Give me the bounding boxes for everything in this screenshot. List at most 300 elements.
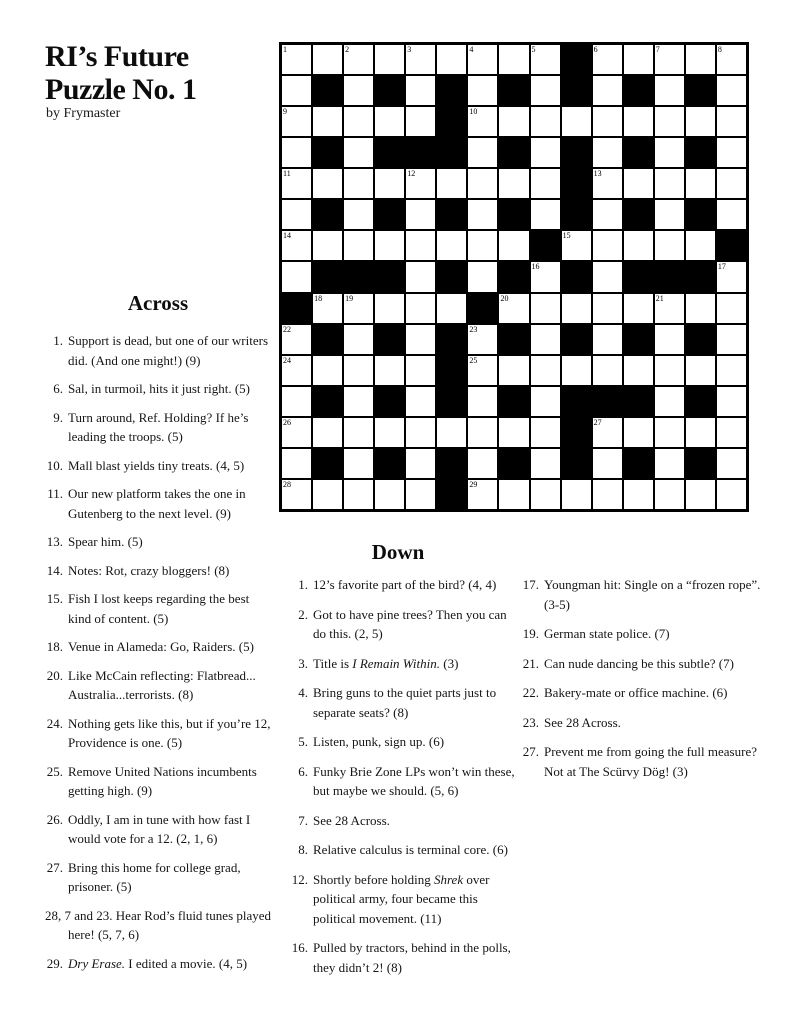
grid-cell-black xyxy=(499,325,528,354)
across-clue xyxy=(42,331,274,370)
grid-cell[interactable] xyxy=(468,76,497,105)
down-clue xyxy=(287,811,517,831)
across-clue xyxy=(42,637,274,657)
grid-cell[interactable] xyxy=(282,480,311,509)
grid-cell-black xyxy=(686,200,715,229)
grid-cell[interactable] xyxy=(406,45,435,74)
down-clue xyxy=(518,683,768,703)
grid-cell[interactable] xyxy=(499,45,528,74)
grid-cell-black xyxy=(313,387,342,416)
grid-cell[interactable] xyxy=(282,262,311,291)
grid-cell[interactable] xyxy=(313,418,342,447)
grid-cell[interactable] xyxy=(406,231,435,260)
grid-cell[interactable] xyxy=(344,169,373,198)
grid-cell[interactable] xyxy=(375,418,404,447)
grid-cell[interactable] xyxy=(593,107,622,136)
grid-cell[interactable] xyxy=(562,356,591,385)
grid-cell[interactable] xyxy=(499,356,528,385)
grid-cell[interactable] xyxy=(437,294,466,323)
clue-number: 5. xyxy=(298,734,308,749)
grid-cell[interactable] xyxy=(437,418,466,447)
across-clue xyxy=(42,484,274,523)
clue-number: 21. xyxy=(522,655,539,671)
grid-cell-black xyxy=(437,325,466,354)
cell-number: 21 xyxy=(655,293,664,303)
grid-cell[interactable] xyxy=(282,387,311,416)
grid-cell[interactable] xyxy=(468,387,497,416)
down-clue xyxy=(518,575,768,614)
clue-number: 6. xyxy=(53,381,63,396)
grid-cell-black xyxy=(437,356,466,385)
grid-cell-black xyxy=(531,231,560,260)
down-clue xyxy=(518,624,768,644)
grid-cell-black xyxy=(375,449,404,478)
down-clue xyxy=(287,732,517,752)
cell-number: 7 xyxy=(655,45,660,54)
grid-cell[interactable] xyxy=(562,294,591,323)
cell-number: 16 xyxy=(531,262,540,272)
clue-text: Youngman hit: Single on a “frozen rope”. (3-5) xyxy=(544,577,761,612)
clue-number: 28, 7 and 23. xyxy=(45,907,116,923)
grid-cell-black xyxy=(437,76,466,105)
grid-cell[interactable] xyxy=(531,449,560,478)
grid-cell[interactable] xyxy=(406,76,435,105)
grid-cell-black xyxy=(686,262,715,291)
grid-cell[interactable] xyxy=(313,169,342,198)
grid-cell[interactable] xyxy=(499,107,528,136)
grid-cell[interactable] xyxy=(468,418,497,447)
down-heading: Down xyxy=(371,540,425,564)
grid-cell[interactable] xyxy=(313,356,342,385)
across-clue xyxy=(42,810,274,849)
grid-cell[interactable] xyxy=(624,480,653,509)
grid-cell[interactable] xyxy=(717,449,746,478)
grid-cell[interactable] xyxy=(624,294,653,323)
clue-number: 2. xyxy=(298,606,308,622)
grid-cell[interactable] xyxy=(468,480,497,509)
grid-cell[interactable] xyxy=(468,356,497,385)
grid-cell[interactable] xyxy=(344,231,373,260)
grid-cell[interactable] xyxy=(655,325,684,354)
grid-cell-black xyxy=(562,418,591,447)
puzzle-title-line1: RI’s Future xyxy=(45,40,189,73)
grid-cell-black xyxy=(499,449,528,478)
grid-cell-black xyxy=(375,325,404,354)
grid-cell[interactable] xyxy=(406,169,435,198)
cell-number: 15 xyxy=(562,231,571,241)
grid-cell[interactable] xyxy=(655,418,684,447)
grid-cell[interactable] xyxy=(468,262,497,291)
grid-cell[interactable] xyxy=(406,107,435,136)
grid-cell[interactable] xyxy=(655,294,684,323)
grid-cell[interactable] xyxy=(717,76,746,105)
clue-number: 6. xyxy=(298,763,308,779)
clue-number: 8. xyxy=(298,842,308,857)
across-clue xyxy=(42,954,274,974)
grid-cell[interactable] xyxy=(344,107,373,136)
grid-cell[interactable] xyxy=(468,45,497,74)
grid-cell[interactable] xyxy=(468,449,497,478)
grid-cell[interactable] xyxy=(344,480,373,509)
grid-cell-black xyxy=(686,325,715,354)
grid-cell[interactable] xyxy=(282,200,311,229)
grid-cell[interactable] xyxy=(344,325,373,354)
clue-number: 22. xyxy=(522,685,539,700)
clue-number: 16. xyxy=(291,940,308,955)
grid-cell[interactable] xyxy=(406,356,435,385)
grid-cell[interactable] xyxy=(593,76,622,105)
cell-number: 3 xyxy=(407,45,412,54)
down-clue xyxy=(287,870,517,929)
grid-cell-black xyxy=(562,387,591,416)
grid-cell[interactable] xyxy=(593,356,622,385)
grid-cell[interactable] xyxy=(593,138,622,167)
grid-cell[interactable] xyxy=(686,294,715,323)
grid-cell[interactable] xyxy=(282,356,311,385)
clue-number: 11. xyxy=(47,486,63,501)
grid-cell-black xyxy=(624,200,653,229)
grid-cell[interactable] xyxy=(531,76,560,105)
grid-cell[interactable] xyxy=(313,294,342,323)
grid-cell[interactable] xyxy=(375,294,404,323)
grid-cell-black xyxy=(437,387,466,416)
grid-cell[interactable] xyxy=(468,169,497,198)
grid-cell[interactable] xyxy=(375,480,404,509)
grid-cell[interactable] xyxy=(282,231,311,260)
clue-text: Sal, in turmoil, hits it just right. (5) xyxy=(68,381,250,396)
grid-cell[interactable] xyxy=(282,449,311,478)
grid-cell-black xyxy=(375,138,404,167)
grid-cell-black xyxy=(313,76,342,105)
grid-cell[interactable] xyxy=(499,169,528,198)
grid-cell[interactable] xyxy=(686,45,715,74)
clue-text: Hear Rod’s fluid tunes played here! (5, 7, 6) xyxy=(68,907,272,942)
grid-cell[interactable] xyxy=(531,480,560,509)
clue-number: 29. xyxy=(46,955,63,971)
grid-cell[interactable] xyxy=(655,480,684,509)
grid-cell[interactable] xyxy=(593,449,622,478)
grid-cell[interactable] xyxy=(655,356,684,385)
grid-cell[interactable] xyxy=(437,231,466,260)
clue-number: 27. xyxy=(522,744,539,759)
grid-cell[interactable] xyxy=(531,169,560,198)
grid-cell[interactable] xyxy=(717,294,746,323)
grid-cell[interactable] xyxy=(655,138,684,167)
grid-cell[interactable] xyxy=(531,418,560,447)
grid-cell-black xyxy=(375,76,404,105)
grid-cell[interactable] xyxy=(531,387,560,416)
clue-text: Relative calculus is terminal core. (6) xyxy=(313,842,508,857)
grid-cell[interactable] xyxy=(313,45,342,74)
cell-number: 27 xyxy=(593,417,602,427)
grid-cell[interactable] xyxy=(531,325,560,354)
grid-cell-black xyxy=(562,169,591,198)
grid-cell[interactable] xyxy=(406,387,435,416)
clue-text: 12’s favorite part of the bird? (4, 4) xyxy=(313,577,497,592)
grid-cell-black xyxy=(593,387,622,416)
grid-cell[interactable] xyxy=(593,200,622,229)
grid-cell[interactable] xyxy=(717,418,746,447)
grid-cell[interactable] xyxy=(406,325,435,354)
puzzle-title-line2: Puzzle No. 1 xyxy=(45,73,197,106)
grid-cell[interactable] xyxy=(468,325,497,354)
grid-cell[interactable] xyxy=(282,138,311,167)
grid-cell-black xyxy=(686,138,715,167)
grid-cell[interactable] xyxy=(437,169,466,198)
grid-cell[interactable] xyxy=(344,138,373,167)
across-clue xyxy=(42,666,274,705)
clue-number: 19. xyxy=(522,626,539,641)
clue-number: 26. xyxy=(46,811,63,827)
cell-number: 24 xyxy=(283,355,291,365)
grid-cell[interactable] xyxy=(344,45,373,74)
across-clue xyxy=(42,589,274,628)
grid-cell[interactable] xyxy=(717,45,746,74)
grid-cell-black xyxy=(499,262,528,291)
grid-cell[interactable] xyxy=(375,45,404,74)
grid-cell[interactable] xyxy=(593,294,622,323)
grid-cell[interactable] xyxy=(282,76,311,105)
clue-text: Like McCain reflecting: Flatbread... Australia...terrorists. (8) xyxy=(68,667,256,702)
across-section xyxy=(42,291,274,982)
grid-cell[interactable] xyxy=(282,418,311,447)
grid-cell[interactable] xyxy=(344,387,373,416)
grid-cell[interactable] xyxy=(531,138,560,167)
grid-cell[interactable] xyxy=(717,480,746,509)
grid-cell-black xyxy=(499,200,528,229)
grid-cell[interactable] xyxy=(344,449,373,478)
clue-number: 23. xyxy=(522,714,539,730)
grid-cell[interactable] xyxy=(717,107,746,136)
clue-number: 1. xyxy=(53,333,63,348)
clue-number: 14. xyxy=(46,562,63,578)
grid-cell[interactable] xyxy=(406,418,435,447)
grid-cell-black xyxy=(499,76,528,105)
grid-cell[interactable] xyxy=(686,356,715,385)
grid-cell[interactable] xyxy=(499,480,528,509)
grid-cell[interactable] xyxy=(593,45,622,74)
grid-cell[interactable] xyxy=(282,45,311,74)
grid-cell[interactable] xyxy=(499,294,528,323)
grid-cell[interactable] xyxy=(717,262,746,291)
grid-cell[interactable] xyxy=(375,169,404,198)
grid-cell[interactable] xyxy=(468,231,497,260)
clue-number: 10. xyxy=(46,457,63,473)
cell-number: 19 xyxy=(345,293,354,303)
down-clue xyxy=(518,654,768,674)
down-clue xyxy=(287,762,517,801)
grid-cell-black xyxy=(562,262,591,291)
grid-cell[interactable] xyxy=(686,169,715,198)
grid-cell[interactable] xyxy=(624,231,653,260)
grid-cell[interactable] xyxy=(531,356,560,385)
grid-cell[interactable] xyxy=(344,356,373,385)
grid-cell[interactable] xyxy=(531,200,560,229)
grid-cell-black xyxy=(717,231,746,260)
clue-text: Mall blast yields tiny treats. (4, 5) xyxy=(68,457,245,473)
grid-cell[interactable] xyxy=(531,262,560,291)
clue-text: Can nude dancing be this subtle? (7) xyxy=(544,655,734,671)
grid-cell-black xyxy=(437,200,466,229)
across-clue xyxy=(42,456,274,476)
across-clue xyxy=(42,714,274,753)
grid-cell-black xyxy=(375,200,404,229)
clue-text: Got to have pine trees? Then you can do this. (2, 5) xyxy=(313,606,507,641)
grid-cell-black xyxy=(624,138,653,167)
clue-text: Our new platform takes the one in Gutenberg to the next level. (9) xyxy=(68,486,246,521)
across-clue xyxy=(42,379,274,399)
down-clue xyxy=(518,713,768,733)
puzzle-title xyxy=(45,40,277,106)
grid-cell[interactable] xyxy=(313,480,342,509)
grid-cell[interactable] xyxy=(499,231,528,260)
grid-cell[interactable] xyxy=(655,200,684,229)
crossword-grid xyxy=(279,42,749,512)
down-clue xyxy=(287,840,517,860)
across-clue xyxy=(42,532,274,552)
grid-cell[interactable] xyxy=(282,325,311,354)
cell-number: 17 xyxy=(717,262,726,272)
clue-number: 9. xyxy=(53,409,63,425)
grid-cell[interactable] xyxy=(531,107,560,136)
grid-cell-black xyxy=(313,449,342,478)
grid-cell-black xyxy=(437,262,466,291)
grid-cell[interactable] xyxy=(655,231,684,260)
clue-text: Bring guns to the quiet parts just to separate seats? (8) xyxy=(313,685,497,720)
grid-cell[interactable] xyxy=(406,480,435,509)
clue-text: See 28 Across. xyxy=(544,714,621,730)
grid-cell-black xyxy=(282,294,311,323)
cell-number: 26 xyxy=(283,417,291,427)
across-clue xyxy=(42,561,274,581)
grid-cell[interactable] xyxy=(406,262,435,291)
grid-cell[interactable] xyxy=(624,169,653,198)
grid-cell[interactable] xyxy=(344,418,373,447)
clue-text: Bakery-mate or office machine. (6) xyxy=(544,685,728,700)
clue-number: 15. xyxy=(46,591,63,606)
grid-cell[interactable] xyxy=(562,480,591,509)
grid-cell[interactable] xyxy=(593,325,622,354)
down-clue-list-col1 xyxy=(287,575,517,987)
grid-cell-black xyxy=(686,76,715,105)
down-clue xyxy=(287,575,517,595)
grid-cell[interactable] xyxy=(593,169,622,198)
grid-cell-black xyxy=(655,262,684,291)
grid-cell[interactable] xyxy=(375,107,404,136)
clue-text: Support is dead, but one of our writers did. (And one might!) (9) xyxy=(68,333,269,368)
grid-cell[interactable] xyxy=(655,76,684,105)
grid-cell-black xyxy=(562,138,591,167)
grid-cell[interactable] xyxy=(655,169,684,198)
grid-cell[interactable] xyxy=(655,449,684,478)
grid-cell-black xyxy=(313,138,342,167)
grid-cell[interactable] xyxy=(593,231,622,260)
cell-number: 18 xyxy=(314,293,323,303)
clue-text: Bring this home for college grad, prisoner. (5) xyxy=(68,859,241,894)
grid-cell[interactable] xyxy=(686,107,715,136)
cell-number: 6 xyxy=(593,45,598,54)
grid-cell[interactable] xyxy=(313,107,342,136)
cell-number: 20 xyxy=(500,293,509,303)
grid-cell[interactable] xyxy=(624,418,653,447)
grid-cell[interactable] xyxy=(717,387,746,416)
clue-text: Remove United Nations incumbents getting high. (9) xyxy=(68,763,257,798)
grid-cell[interactable] xyxy=(531,45,560,74)
grid-cell[interactable] xyxy=(593,418,622,447)
grid-cell[interactable] xyxy=(375,356,404,385)
grid-cell[interactable] xyxy=(344,200,373,229)
grid-cell[interactable] xyxy=(717,356,746,385)
cell-number: 5 xyxy=(531,45,536,54)
clue-number: 18. xyxy=(46,639,63,654)
grid-cell[interactable] xyxy=(655,45,684,74)
grid-cell-black xyxy=(375,262,404,291)
grid-cell[interactable] xyxy=(406,449,435,478)
down-clue xyxy=(287,938,517,977)
clue-number: 25. xyxy=(46,763,63,779)
grid-cell[interactable] xyxy=(406,200,435,229)
grid-cell[interactable] xyxy=(686,480,715,509)
grid-cell[interactable] xyxy=(282,169,311,198)
grid-cell[interactable] xyxy=(717,200,746,229)
grid-cell-black xyxy=(313,262,342,291)
grid-cell[interactable] xyxy=(686,231,715,260)
cell-number: 9 xyxy=(283,107,287,117)
grid-cell[interactable] xyxy=(437,45,466,74)
grid-cell[interactable] xyxy=(468,200,497,229)
grid-cell[interactable] xyxy=(499,418,528,447)
grid-cell[interactable] xyxy=(562,107,591,136)
grid-cell[interactable] xyxy=(624,107,653,136)
clue-number: 12. xyxy=(291,871,308,887)
grid-cell[interactable] xyxy=(313,231,342,260)
clue-number: 7. xyxy=(298,812,308,828)
cell-number: 10 xyxy=(469,107,478,117)
grid-cell[interactable] xyxy=(344,76,373,105)
grid-cell[interactable] xyxy=(593,480,622,509)
grid-cell[interactable] xyxy=(655,387,684,416)
grid-cell[interactable] xyxy=(717,169,746,198)
down-clue xyxy=(287,654,517,674)
grid-cell-black xyxy=(686,449,715,478)
grid-cell[interactable] xyxy=(686,418,715,447)
clue-text: See 28 Across. xyxy=(313,812,390,828)
grid-cell-black xyxy=(562,449,591,478)
grid-cell[interactable] xyxy=(468,107,497,136)
grid-cell-black xyxy=(562,76,591,105)
across-clue xyxy=(42,762,274,801)
grid-cell[interactable] xyxy=(562,231,591,260)
grid-cell-black xyxy=(562,325,591,354)
grid-cell[interactable] xyxy=(282,107,311,136)
grid-cell-black xyxy=(624,325,653,354)
grid-cell[interactable] xyxy=(624,356,653,385)
grid-cell-black xyxy=(562,45,591,74)
grid-cell-black xyxy=(344,262,373,291)
grid-cell[interactable] xyxy=(344,294,373,323)
grid-cell[interactable] xyxy=(531,294,560,323)
grid-cell[interactable] xyxy=(406,294,435,323)
grid-cell[interactable] xyxy=(593,262,622,291)
grid-cell[interactable] xyxy=(624,45,653,74)
grid-cell[interactable] xyxy=(655,107,684,136)
grid-cell[interactable] xyxy=(375,231,404,260)
grid-cell[interactable] xyxy=(717,325,746,354)
grid-cell[interactable] xyxy=(468,138,497,167)
across-clue xyxy=(42,408,274,447)
grid-cell-black xyxy=(562,200,591,229)
grid-cell[interactable] xyxy=(717,138,746,167)
